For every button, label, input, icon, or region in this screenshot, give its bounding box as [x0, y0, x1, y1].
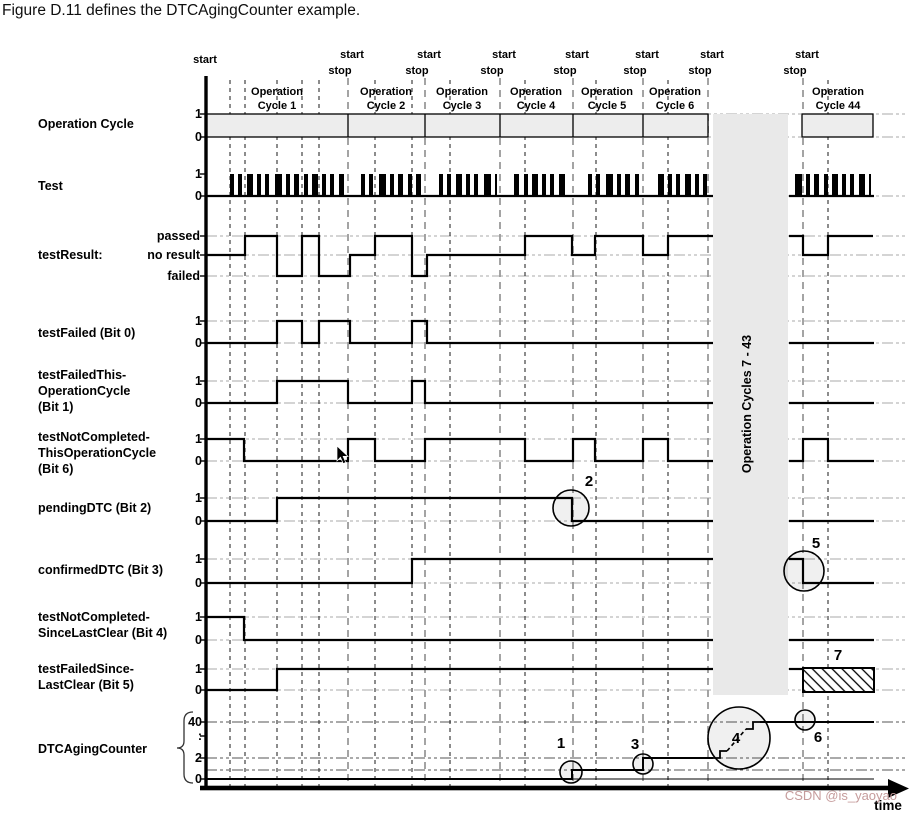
operation-cycle-tick-label: 1	[195, 107, 202, 121]
test-pulse	[795, 174, 802, 196]
annotation-number-5: 5	[811, 535, 821, 552]
test-pulse	[257, 174, 261, 196]
test-pulse	[676, 174, 680, 196]
test-pulse	[230, 174, 234, 196]
cycle-header-label: Cycle 1	[257, 100, 297, 112]
test-pulse	[869, 174, 871, 196]
operation-cycle-bar	[206, 114, 708, 137]
test-result-level-label: passed	[156, 229, 200, 243]
test-pulse	[842, 174, 846, 196]
test-pulse	[625, 174, 630, 196]
annotation-number-7: 7	[833, 647, 843, 664]
test-not-completed-since-last-clear-bit4-label: testNotCompleted-	[38, 610, 150, 624]
dtc-aging-counter-tick-label: 40	[188, 715, 202, 729]
test-result-level-label: no result	[147, 248, 200, 262]
confirmed-dtc-bit3-waveform	[206, 559, 713, 583]
cycle-header-label: Operation	[649, 86, 701, 98]
test-failed-this-operation-cycle-bit1-label: (Bit 1)	[38, 400, 74, 414]
test-failed-this-operation-cycle-bit1-label: OperationCycle	[38, 384, 131, 398]
annotation-number-6: 6	[813, 729, 823, 746]
annotation-circle-2	[553, 490, 589, 526]
test-pulse	[695, 174, 699, 196]
test-pulse	[806, 174, 810, 196]
test-not-completed-this-operation-cycle-bit6-tick-label: 1	[195, 432, 202, 446]
start-label: start	[340, 49, 364, 61]
test-pulse	[635, 174, 639, 196]
test-pulse	[379, 174, 386, 196]
start-label: start	[700, 49, 724, 61]
band-label: Operation Cycles 7 - 43	[740, 334, 754, 474]
start-label: start	[492, 49, 516, 61]
test-pulse	[703, 174, 707, 196]
test-pulse	[617, 174, 621, 196]
watermark: CSDN @is_yaoyao	[784, 788, 897, 803]
annotation-circle-1	[560, 761, 582, 783]
test-failed-this-operation-cycle-bit1-tick-label: 1	[195, 374, 202, 388]
start-label: start	[193, 54, 217, 66]
test-pulse	[559, 174, 565, 196]
cycle-header-label: Operation	[812, 86, 864, 98]
test-failed-since-last-clear-bit5-label: LastClear (Bit 5)	[38, 678, 134, 692]
test-pulse	[398, 174, 403, 196]
test-result-waveform	[789, 236, 873, 255]
stop-label: stop	[328, 65, 352, 77]
test-tick-label: 1	[195, 167, 202, 181]
test-result-label: testResult:	[38, 248, 103, 262]
test-failed-since-last-clear-bit5-waveform	[206, 669, 713, 690]
pending-dtc-bit2-label: pendingDTC (Bit 2)	[38, 501, 152, 515]
test-pulse	[824, 174, 828, 196]
stop-label: stop	[623, 65, 647, 77]
test-pulse	[550, 174, 554, 196]
test-pulse	[850, 174, 854, 196]
pending-dtc-bit2-waveform	[206, 498, 713, 521]
start-label: start	[417, 49, 441, 61]
dtc-aging-counter-tick-label: 2	[195, 751, 202, 765]
test-pulse	[456, 174, 462, 196]
cycle-header-label: Cycle 4	[516, 100, 556, 112]
dtc-aging-counter-tick-label: 0	[195, 772, 202, 786]
test-result-waveform	[206, 236, 713, 276]
test-pulse	[859, 174, 865, 196]
aged-dtc-hatch-box	[803, 668, 874, 692]
stop-label: stop	[783, 65, 807, 77]
test-not-completed-this-operation-cycle-bit6-tick-label: 0	[195, 454, 202, 468]
cycle-header-label: Operation	[360, 86, 412, 98]
test-failed-bit0-waveform	[206, 321, 713, 343]
operation-cycle-tick-label: 0	[195, 130, 202, 144]
cycle-header-label: Cycle 2	[366, 100, 406, 112]
test-pulse	[668, 174, 672, 196]
annotation-number-1: 1	[556, 735, 566, 752]
cycle-header-label: Operation	[510, 86, 562, 98]
test-failed-bit0-tick-label: 1	[195, 314, 202, 328]
test-not-completed-since-last-clear-bit4-tick-label: 0	[195, 633, 202, 647]
test-pulse	[304, 174, 308, 196]
test-pulse	[286, 174, 290, 196]
pending-dtc-bit2-tick-label: 0	[195, 514, 202, 528]
test-not-completed-this-operation-cycle-bit6-label: testNotCompleted-	[38, 430, 150, 444]
test-not-completed-since-last-clear-bit4-tick-label: 1	[195, 610, 202, 624]
test-failed-since-last-clear-bit5-tick-label: 1	[195, 662, 202, 676]
test-pulse	[322, 174, 326, 196]
test-pulse	[361, 174, 365, 196]
annotation-circle-6	[795, 710, 815, 730]
test-pulse	[685, 174, 691, 196]
annotation-number-3: 3	[630, 736, 640, 753]
test-result-level-label: failed	[167, 269, 200, 283]
cycle-header-label: Cycle 6	[655, 100, 695, 112]
test-not-completed-since-last-clear-bit4-label: SinceLastClear (Bit 4)	[38, 626, 168, 640]
test-pulse	[247, 174, 253, 196]
dtc-aging-counter-tick-label: :	[197, 729, 202, 743]
annotation-number-2: 2	[584, 473, 594, 490]
cycle-header-label: Operation	[581, 86, 633, 98]
test-pulse	[542, 174, 546, 196]
test-pulse	[814, 174, 819, 196]
test-pulse	[474, 174, 478, 196]
annotation-circle-5	[784, 551, 824, 591]
start-label: start	[565, 49, 589, 61]
pending-dtc-bit2-tick-label: 1	[195, 491, 202, 505]
test-not-completed-this-operation-cycle-bit6-label: ThisOperationCycle	[38, 446, 157, 460]
cycle-header-label: Operation	[436, 86, 488, 98]
test-failed-bit0-tick-label: 0	[195, 336, 202, 350]
test-not-completed-since-last-clear-bit4-waveform	[206, 617, 713, 640]
test-not-completed-this-operation-cycle-bit6-waveform	[206, 439, 713, 461]
test-failed-this-operation-cycle-bit1-label: testFailedThis-	[38, 368, 127, 382]
dtc-aging-counter-label: DTCAgingCounter	[38, 742, 148, 756]
operation-cycle-bar	[802, 114, 873, 137]
test-pulse	[339, 174, 344, 196]
cycle-header-label: Operation	[251, 86, 303, 98]
test-failed-since-last-clear-bit5-tick-label: 0	[195, 683, 202, 697]
time-axis-label: time	[874, 798, 902, 813]
test-pulse	[265, 174, 269, 196]
annotation-number-4: 4	[731, 730, 741, 747]
test-pulse	[495, 174, 497, 196]
start-label: start	[635, 49, 659, 61]
cycle-header-label: Cycle 5	[587, 100, 627, 112]
test-pulse	[588, 174, 592, 196]
test-pulse	[514, 174, 519, 196]
test-label: Test	[38, 179, 63, 193]
test-pulse	[408, 174, 412, 196]
annotation-circle-3	[633, 754, 653, 774]
test-pulse	[416, 174, 421, 196]
test-failed-this-operation-cycle-bit1-waveform	[206, 381, 713, 403]
stop-label: stop	[688, 65, 712, 77]
stop-label: stop	[480, 65, 504, 77]
figure-caption: Figure D.11 defines the DTCAgingCounter example.	[2, 2, 361, 19]
test-pulse	[466, 174, 470, 196]
start-label: start	[795, 49, 819, 61]
stop-label: stop	[553, 65, 577, 77]
test-pulse	[484, 174, 491, 196]
test-pulse	[447, 174, 451, 196]
test-not-completed-this-operation-cycle-bit6-label: (Bit 6)	[38, 462, 74, 476]
test-pulse	[532, 174, 538, 196]
cycle-header-label: Cycle 3	[442, 100, 482, 112]
test-pulse	[294, 174, 299, 196]
test-pulse	[312, 174, 318, 196]
test-pulse	[606, 174, 613, 196]
test-tick-label: 0	[195, 189, 202, 203]
operation-cycle-label: Operation Cycle	[38, 117, 134, 131]
test-pulse	[390, 174, 394, 196]
test-pulse	[330, 174, 334, 196]
test-pulse	[658, 174, 664, 196]
test-pulse	[832, 174, 838, 196]
test-failed-bit0-label: testFailed (Bit 0)	[38, 326, 136, 340]
confirmed-dtc-bit3-tick-label: 1	[195, 552, 202, 566]
stop-label: stop	[405, 65, 429, 77]
test-failed-since-last-clear-bit5-label: testFailedSince-	[38, 662, 134, 676]
cycle-header-label: Cycle 44	[815, 100, 861, 112]
test-pulse	[275, 174, 282, 196]
confirmed-dtc-bit3-tick-label: 0	[195, 576, 202, 590]
test-not-completed-this-operation-cycle-bit6-waveform	[789, 439, 874, 461]
test-failed-this-operation-cycle-bit1-tick-label: 0	[195, 396, 202, 410]
confirmed-dtc-bit3-label: confirmedDTC (Bit 3)	[38, 563, 163, 577]
test-pulse	[238, 174, 242, 196]
test-pulse	[524, 174, 528, 196]
test-pulse	[369, 174, 373, 196]
test-pulse	[439, 174, 443, 196]
test-pulse	[596, 174, 600, 196]
